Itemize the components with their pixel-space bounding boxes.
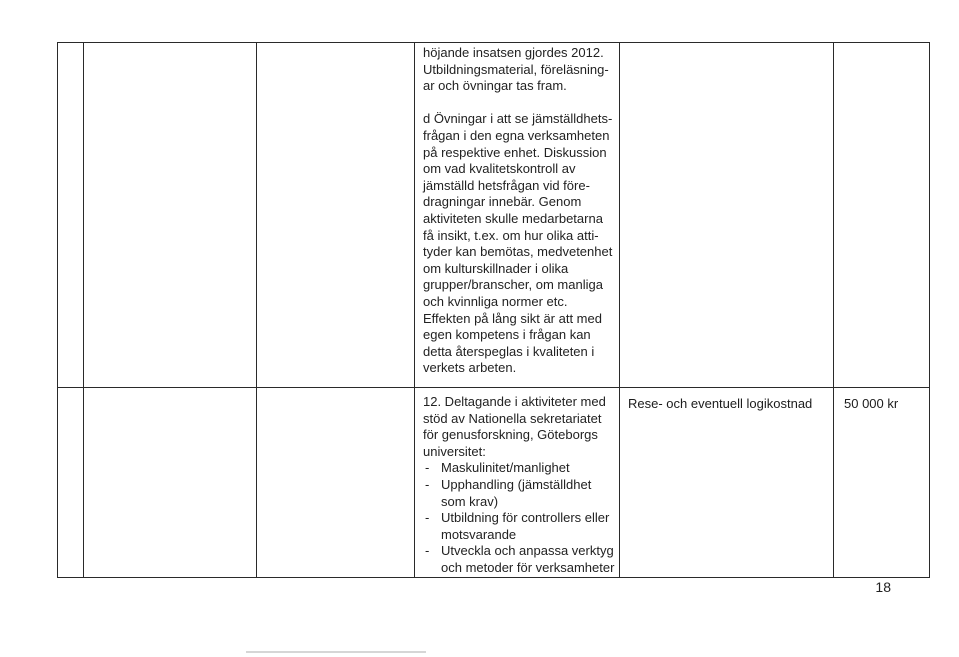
text-line: få insikt, t.ex. om hur olika atti- [423, 227, 599, 243]
cost-type-text: Rese- och eventuell logikostnad [628, 396, 813, 411]
text-line: - Upphandling (jämställdhet [441, 476, 592, 492]
text-line: aktiviteten skulle medarbetarna [423, 210, 603, 226]
scan-artifact [246, 651, 426, 653]
text-line: frågan i den egna verksamheten [423, 127, 610, 143]
text-line: motsvarande [441, 526, 517, 542]
table-row [58, 388, 930, 578]
table-cell-amount [834, 388, 930, 578]
text-line: för genusforskning, Göteborgs [423, 427, 598, 443]
table-cell-empty [257, 388, 415, 578]
table-cell-cost-type [620, 388, 834, 578]
text-line: - Maskulinitet/manlighet [441, 460, 570, 476]
text-line: om kulturskillnader i olika [423, 260, 569, 276]
text-line: Effekten på lång sikt är att med [423, 310, 602, 326]
text-line: jämställd hetsfrågan vid före- [423, 177, 590, 193]
table-cell-empty [84, 43, 257, 388]
text-line: tyder kan bemötas, medvetenhet [423, 244, 613, 260]
text-line: stöd av Nationella sekretariatet [423, 410, 602, 426]
table-cell-description [415, 43, 620, 388]
description-paragraph [423, 45, 613, 95]
table-cell-empty [834, 43, 930, 388]
list-item [423, 510, 613, 543]
description-text [415, 388, 619, 577]
text-line: egen kompetens i frågan kan [423, 327, 591, 343]
text-line: ar och övningar tas fram. [423, 78, 567, 94]
text-line: d Övningar i att se jämställdhets- [423, 111, 613, 127]
text-line: Utbildningsmaterial, föreläsning- [423, 61, 609, 77]
table-cell-empty [620, 43, 834, 388]
text-line: dragningar innebär. Genom [423, 194, 582, 210]
table-row [58, 43, 930, 388]
text-line: grupper/branscher, om manliga [423, 277, 603, 293]
list-item [423, 543, 613, 576]
table-cell-empty [58, 43, 84, 388]
text-line: verkets arbeten. [423, 360, 517, 376]
text-line: - Utbildning för controllers eller [441, 510, 610, 526]
text-line: - Utveckla och anpassa verktyg [441, 543, 614, 559]
activity-table [57, 42, 930, 578]
text-line: 12. Deltagande i aktiviteter med [423, 394, 606, 409]
text-line: om vad kvalitetskontroll av [423, 161, 576, 177]
text-line: och metoder för verksamheter [441, 559, 615, 575]
page-number: 18 [875, 579, 891, 595]
text-line: på respektive enhet. Diskussion [423, 144, 607, 160]
list-item [423, 477, 613, 510]
activity-list [423, 460, 613, 576]
text-line: detta återspeglas i kvaliteten i [423, 343, 595, 359]
text-line: höjande insatsen gjordes 2012. [423, 45, 604, 60]
table-cell-empty [257, 43, 415, 388]
table-cell-description [415, 388, 620, 578]
amount-text: 50 000 kr [844, 396, 899, 411]
description-text [415, 43, 619, 377]
table-cell-empty [58, 388, 84, 578]
text-line: universitet: [423, 443, 486, 459]
text-line: som krav) [441, 493, 499, 509]
list-item [423, 460, 613, 477]
table-cell-empty [84, 388, 257, 578]
activity-intro [423, 394, 613, 460]
text-line: och kvinnliga normer etc. [423, 293, 568, 309]
description-paragraph [423, 111, 613, 377]
